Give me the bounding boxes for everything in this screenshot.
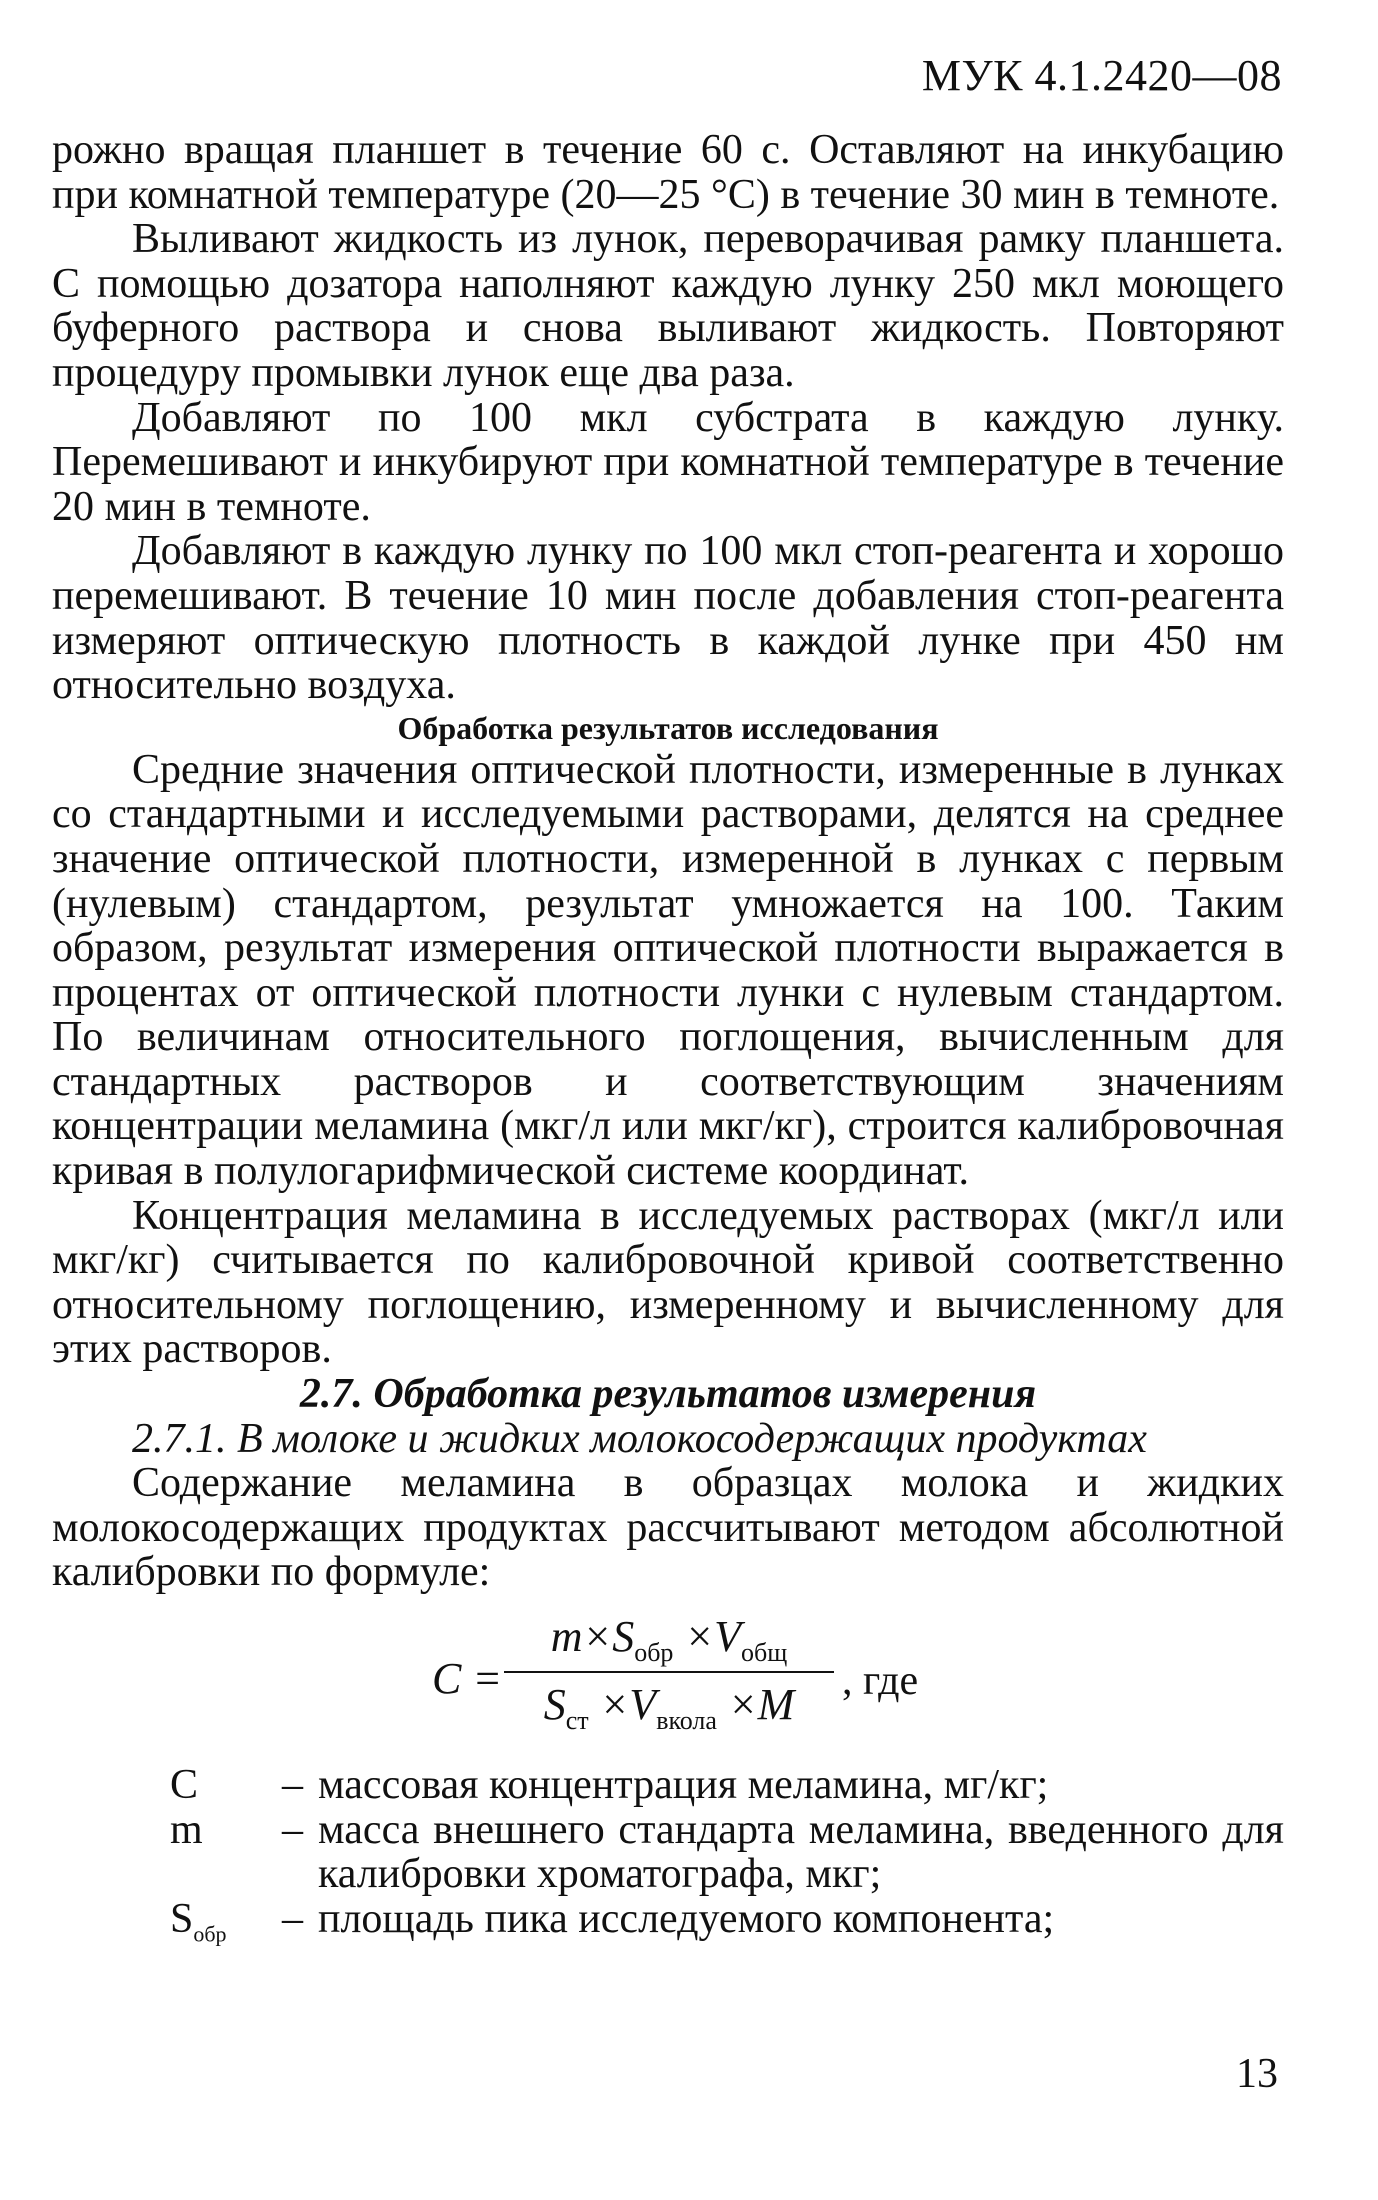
paragraph: Добавляют по 100 мкл субстрата в каждую лунку. Перемешивают и инкубируют при комнатной температуре в течение 20 мин в темноте. (52, 394, 1284, 530)
formula-subscript: ст (565, 1705, 589, 1735)
definitions-list (52, 1763, 1284, 1957)
formula-term: m×S (550, 1612, 635, 1661)
formula-term: S (543, 1680, 566, 1729)
symbol-subscript: обр (193, 1921, 227, 1947)
definition-dash: – (282, 1762, 303, 1808)
paragraph: Добавляют в каждую лунку по 100 мкл стоп-реагента и хорошо перемешивают. В течение 10 мин после добавления стоп-реагента измеряют оптическую плотность в каждой лунке при 450 нм относительно воздуха. (52, 528, 1284, 709)
formula-subscript: обр (634, 1637, 674, 1667)
symbol-text: m (170, 1806, 203, 1853)
fraction-bar (504, 1671, 834, 1673)
paragraph: Содержание меламина в образцах молока и жидких молокосодержащих продуктах рассчитывают методом абсолютной калибровки по формуле: (52, 1460, 1284, 1596)
definition-row (52, 1897, 1284, 1957)
page-number: 13 (1236, 2051, 1278, 2097)
paragraph: рожно вращая планшет в течение 60 с. Оставляют на инкубацию при комнатной температуре (20—25 °С) в течение 30 мин в темноте. (52, 127, 1284, 218)
formula-numerator (504, 1607, 834, 1667)
formula-subscript: общ (741, 1637, 788, 1667)
symbol-text: C (170, 1762, 199, 1808)
document-code-header: МУК 4.1.2420—08 (921, 51, 1282, 100)
formula-lhs: C = (432, 1654, 503, 1703)
definition-symbol (52, 1808, 282, 1853)
definition-symbol (52, 1763, 282, 1808)
paragraph: Выливают жидкость из лунок, переворачивая рамку планшета. С помощью дозатора наполняют каждую лунку 250 мкл моющего буферного раствора и снова выливают жидкость. Повторяют процедуру промывки лунок еще два раза. (52, 216, 1284, 396)
definition-dash: – (282, 1895, 303, 1942)
subheading: Обработка результатов исследования (397, 709, 939, 746)
definition-text: массовая концентрация меламина, мг/кг; (318, 1762, 1049, 1808)
definition-row (52, 1808, 1284, 1897)
subsection-heading: 2.7.1. В молоке и жидких молокосодержащих продуктах (132, 1415, 1147, 1462)
paragraph: Средние значения оптической плотности, измеренные в лунках со стандартными и исследуемыми растворами, делятся на среднее значение оптической плотности, измеренной в лунках с первым (нулевым) стандартом, результат умножается на 100. Таким образом, результат измерения оптической плотности выражается в процентах от оптической плотности лунки с нулевым стандартом. По величинам относительного поглощения, вычисленным для стандартных растворов и соответствующим значениям концентрации меламина (мкг/л или мкг/кг), строится калибровочная кривая в полулогарифмической системе координат. (52, 746, 1284, 1195)
definition-text: площадь пика исследуемого компонента; (318, 1895, 1055, 1942)
section-heading: 2.7. Обработка результатов измерения (299, 1371, 1037, 1418)
body-text (52, 128, 1284, 1957)
definition-row (52, 1763, 1284, 1808)
definition-symbol (52, 1897, 282, 1957)
symbol-text: S (170, 1895, 194, 1942)
formula-term: ×V (673, 1612, 742, 1661)
definition-text: масса внешнего стандарта меламина, введенного для калибровки хроматографа, мкг; (318, 1806, 1284, 1898)
formula (52, 1607, 1284, 1757)
formula-denominator (504, 1675, 834, 1735)
formula-fraction (504, 1607, 834, 1735)
definition-dash: – (282, 1806, 303, 1853)
formula-tail: , где (842, 1658, 919, 1704)
formula-subscript: вкола (656, 1705, 717, 1735)
formula-term: ×V (588, 1680, 657, 1729)
paragraph: Концентрация меламина в исследуемых растворах (мкг/л или мкг/кг) считывается по калибровочной кривой соответственно относительному поглощению, измеренному и вычисленному для этих растворов. (52, 1192, 1284, 1373)
formula-term: ×M (716, 1680, 795, 1729)
